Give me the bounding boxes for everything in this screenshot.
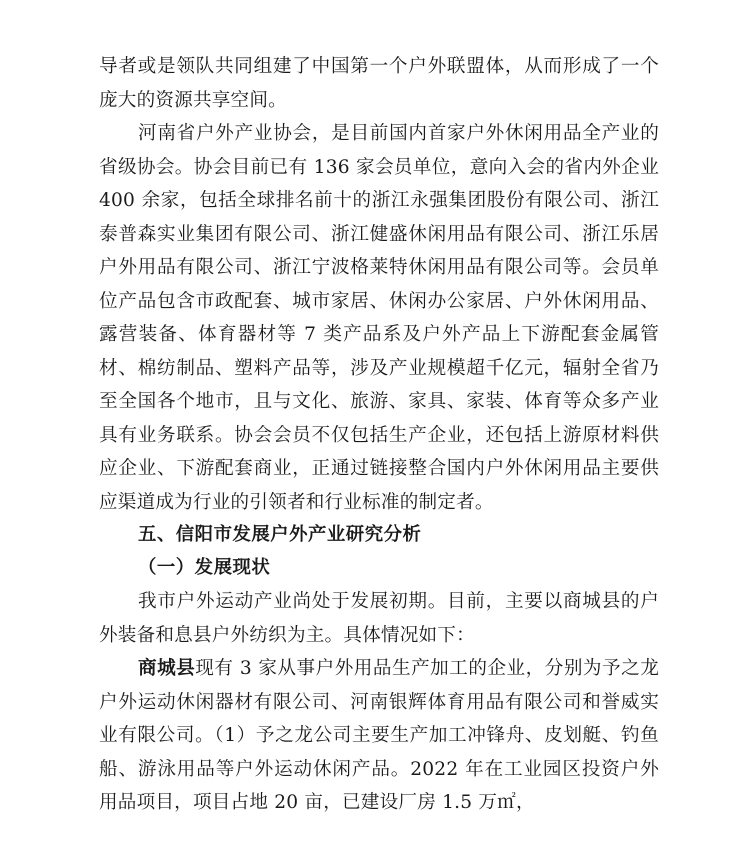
paragraph-current-status: 我市户外运动产业尚处于发展初期。目前，主要以商城县的户外装备和息县户外纺织为主。具体情况如下： xyxy=(99,591,659,646)
paragraph-shangcheng-county xyxy=(99,652,659,820)
subsection-heading-current-status: （一）发展现状 xyxy=(138,557,271,578)
paragraph-alliance-continued: 导者或是领队共同组建了中国第一个户外联盟体，从而形成了一个庞大的资源共享空间。 xyxy=(99,56,659,111)
section-heading-xinyang-analysis: 五、信阳市发展户外产业研究分析 xyxy=(138,524,422,545)
shangcheng-county-lead: 商城县 xyxy=(138,658,196,679)
shangcheng-county-text: 现有 3 家从事户外用品生产加工的企业，分别为予之龙户外运动休闲器材有限公司、河南银辉体育用品有限公司和誉威实业有限公司。（1）予之龙公司主要生产加工冲锋舟、皮划艇、钓鱼船、游泳用品等户外运动休闲产品。2022 年在工业园区投资户外用品项目，项目占地 20 亩，已建设厂房 1.5 万㎡， xyxy=(99,658,659,813)
document-page xyxy=(99,50,659,820)
paragraph-henan-association: 河南省户外产业协会，是目前国内首家户外休闲用品全产业的省级协会。协会目前已有 136 家会员单位，意向入会的省内外企业 400 余家，包括全球排名前十的浙江永强集团股份有限公司、浙江泰普森实业集团有限公司、浙江健盛休闲用品有限公司、浙江乐居户外用品有限公司、浙江宁波格莱特休闲用品有限公司等。会员单位产品包含市政配套、城市家居、休闲办公家居、户外休闲用品、露营装备、体育器材等 7 类产品系及户外产品上下游配套金属管材、棉纺制品、塑料产品等，涉及产业规模超千亿元，辐射全省乃至全国各个地市，且与文化、旅游、家具、家装、体育等众多产业具有业务联系。协会会员不仅包括生产企业，还包括上游原材料供应企业、下游配套商业，正通过链接整合国内户外休闲用品主要供应渠道成为行业的引领者和行业标准的制定者。 xyxy=(99,123,659,513)
